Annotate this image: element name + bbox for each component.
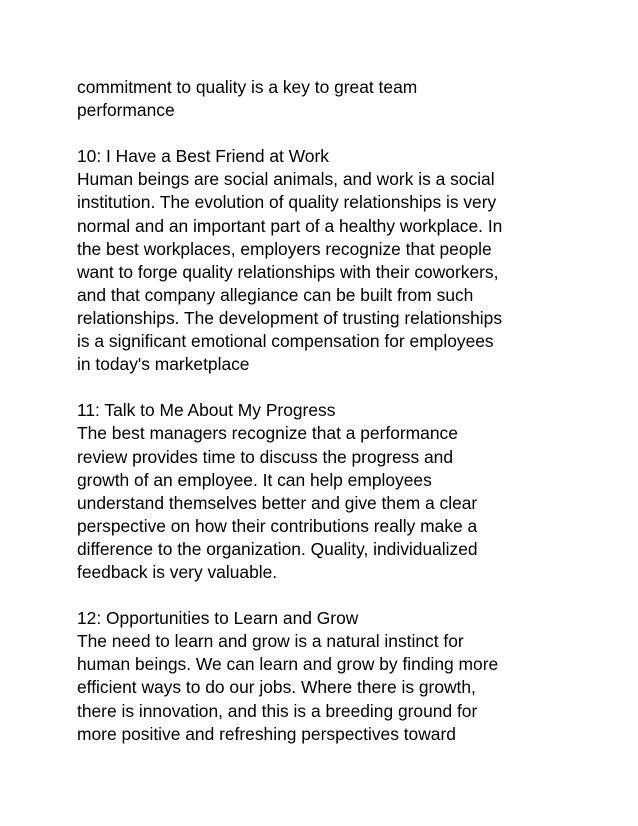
text-line: Human beings are social animals, and work is a social — [77, 169, 495, 190]
paragraph-gap — [77, 584, 577, 607]
text-line: perspective on how their contributions really make a — [77, 515, 478, 536]
section-11 — [77, 399, 577, 584]
text-line: commitment to quality is a key to great team — [77, 77, 418, 97]
text-line: review provides time to discuss the progress and — [77, 446, 454, 467]
text-line: normal and an important part of a healthy workplace. In — [77, 215, 503, 236]
section-10 — [77, 145, 577, 376]
text-line: understand themselves better and give them a clear — [77, 492, 478, 513]
text-line: is a significant emotional compensation for employees — [77, 331, 494, 352]
text-line: and that company allegiance can be built from such — [77, 284, 474, 305]
text-line: growth of an employee. It can help employees — [77, 469, 432, 490]
paragraph-gap — [77, 122, 577, 145]
section-heading: 10: I Have a Best Friend at Work — [77, 146, 329, 167]
document-text — [77, 76, 577, 746]
text-line: efficient ways to do our jobs. Where there is growth, — [77, 677, 476, 698]
text-line: performance — [77, 100, 175, 121]
text-line: more positive and refreshing perspectives toward — [77, 723, 456, 744]
section-heading: 12: Opportunities to Learn and Grow — [77, 608, 359, 629]
section-heading: 11: Talk to Me About My Progress — [77, 400, 336, 421]
text-line: difference to the organization. Quality, individualized — [77, 538, 478, 559]
intro-paragraph — [77, 76, 577, 122]
text-line: there is innovation, and this is a breeding ground for — [77, 700, 478, 721]
text-line: feedback is very valuable. — [77, 561, 278, 582]
text-line: relationships. The development of trusting relationships — [77, 307, 503, 328]
text-line: the best workplaces, employers recognize that people — [77, 238, 492, 259]
paragraph-gap — [77, 376, 577, 399]
text-line: in today's marketplace — [77, 354, 250, 375]
text-line: The best managers recognize that a performance — [77, 423, 458, 444]
text-line: want to forge quality relationships with their coworkers, — [77, 261, 499, 282]
text-line: human beings. We can learn and grow by finding more — [77, 654, 499, 675]
text-line: The need to learn and grow is a natural instinct for — [77, 631, 464, 652]
section-12 — [77, 607, 577, 746]
text-line: institution. The evolution of quality relationships is very — [77, 192, 497, 213]
